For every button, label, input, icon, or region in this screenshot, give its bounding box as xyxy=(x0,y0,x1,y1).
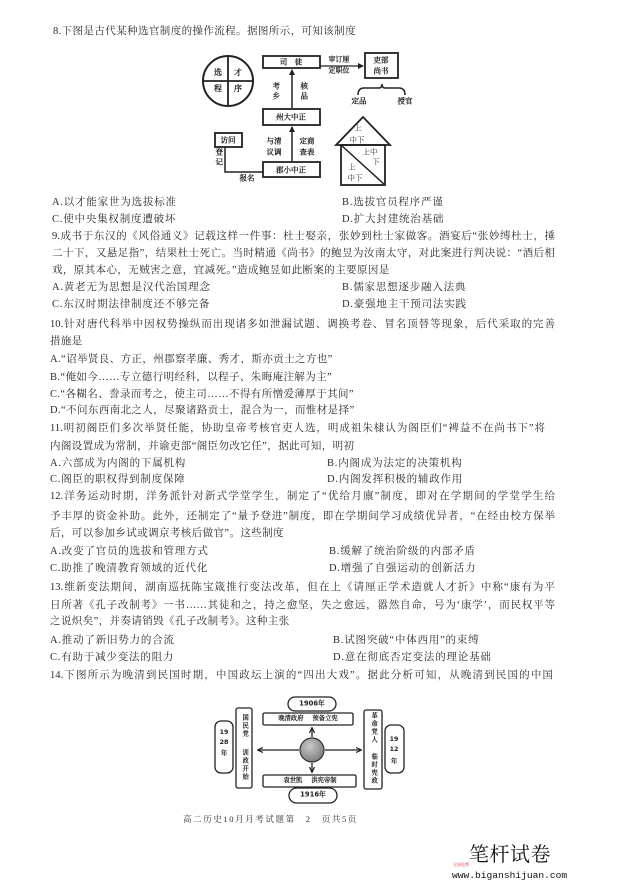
signup-label: 报名 xyxy=(239,173,255,183)
question-13-option-b: B.试图突破“中体西用”的束缚 xyxy=(333,635,480,646)
question-9-option-d: D.豪强地主干预司法实践 xyxy=(342,299,467,310)
right-year-line1: 19 xyxy=(389,735,399,743)
question-8-option-a: A.以才能家世为选拔标准 xyxy=(52,197,177,208)
top-year-label: 1906年 xyxy=(299,699,325,708)
question-10-stem-line1: 10.针对唐代科举中因权势操纵而出现诸多如泄漏试题、调换考卷、冒名顶替等现象，后代采取的完善 xyxy=(50,319,555,330)
question-8-option-c: C.使中央集权制度遭破坏 xyxy=(52,214,177,225)
grade-lower-left-bottom: 中下 xyxy=(347,173,363,183)
bottom-box-label xyxy=(283,778,336,784)
question-10-option-d: D.“不问东西南北之人，尽聚诸路贡士，混合为一，而惟材是择” xyxy=(50,405,355,416)
selection-flow-diagram xyxy=(195,45,427,195)
question-11-option-b: B.内阁成为法定的决策机构 xyxy=(327,458,463,469)
question-13-stem-line3: 之说炽矣”，并奏请销毁《孔子改制考》。这种主张 xyxy=(50,616,290,627)
circle-label-select: 选 xyxy=(214,68,222,77)
question-9-option-a: A.黄老无为思想是汉代治国理念 xyxy=(52,282,211,293)
grade-upper-right-bottom: 下 xyxy=(372,157,380,167)
question-11-option-d: D.内阁发挥积极的辅政作用 xyxy=(327,474,464,485)
question-11-stem-line1: 11.明初阁臣们多次举贤任能，协助皇帝考核官吏人选，明成祖朱棣认为阁臣们“裨益不在尚书下”将 xyxy=(50,423,545,434)
question-12-option-d: D.增强了自强运动的创新活力 xyxy=(329,563,477,574)
visit-box-label: 访问 xyxy=(220,135,236,145)
jun-box-label: 郡小中正 xyxy=(276,165,306,175)
right-mid-label-line1: 定商 xyxy=(299,136,315,146)
right-event: 临时宪政 xyxy=(370,753,378,785)
grade-upper-right-top: 上中 xyxy=(362,147,378,157)
question-14-stem-line1: 14.下图所示为晚清到民国时期，中国政坛上演的“四出大戏”。据此分析可知，从晚清到民国的中国 xyxy=(50,670,553,681)
brace-label-rank: 定品 xyxy=(351,96,367,106)
right-year-line2: 12 xyxy=(389,745,399,753)
bottom-event: 洪宪帝制 xyxy=(311,776,337,784)
grade-roof-bottom: 中下 xyxy=(349,135,365,145)
question-8-stem: 8.下图是古代某种选官制度的操作流程。据图所示，可知该制度 xyxy=(53,26,356,37)
question-13-option-a: A.推动了新旧势力的合流 xyxy=(50,635,175,646)
circle-label-process: 程 xyxy=(214,84,222,93)
question-13-stem-line1: 13.维新变法期间，湖南巡抚陈宝箴推行变法改革，但在上《请厘正学术造就人才折》中称“康有为平 xyxy=(50,582,555,593)
right-actor: 革命党人 xyxy=(370,712,378,744)
left-year-line2: 28 xyxy=(219,738,229,746)
zhou-box-label: 州大中正 xyxy=(276,112,306,122)
globe-icon xyxy=(300,738,324,762)
right-up-label: 核品 xyxy=(299,82,309,102)
question-9-option-b: B.儒家思想逐步融入法典 xyxy=(342,282,467,293)
question-11-option-c: C.阁臣的职权得到制度保障 xyxy=(50,474,186,485)
left-year-line3: 年 xyxy=(220,749,228,757)
question-10-option-b: B.“俺如今……专立德行明经科，以程子、朱晦庵注解为主” xyxy=(50,372,333,383)
brace-label-appoint: 授官 xyxy=(397,96,413,106)
question-13-stem-line2: 日所著《孔子改制考》一书……其徒和之，持之愈坚，失之愈远，嚣然自命，号为‘康学’，而民权平等 xyxy=(50,600,555,611)
left-actor: 国民党 xyxy=(241,714,249,738)
register-label: 登记 xyxy=(214,148,224,168)
question-10-option-a: A.“诏举贤良、方正，州郡察孝廉、秀才，斯亦贡士之方也” xyxy=(50,354,333,365)
left-mid-label-line1: 与清 xyxy=(266,136,282,146)
question-12-stem-line1: 12.洋务运动时期，洋务派针对新式学堂学生，制定了“优给月廪”制度，即对在学期间的学堂学生给 xyxy=(50,491,555,502)
watermark-url: www.biganshijuan.com xyxy=(452,870,568,881)
libu-label-line1: 吏部 xyxy=(373,55,389,65)
bottom-actor: 袁世凯 xyxy=(283,776,303,784)
question-9-option-c: C.东汉时期法律制度还不够完备 xyxy=(52,299,211,310)
circle-label-order: 序 xyxy=(234,84,242,93)
arrow-label-line2: 定职位 xyxy=(328,66,350,75)
top-box-label xyxy=(278,716,337,722)
grade-lower-left-top: 上 xyxy=(348,162,356,172)
grade-roof-top: 上 xyxy=(354,123,362,133)
question-8-option-b: B.选拔官员程序严谨 xyxy=(342,197,444,208)
question-12-stem-line2: 予丰厚的资金补助。此外，还制定了“量予登进”制度，即在学期间学习成绩优异者，“在经由校方保举 xyxy=(50,511,555,522)
top-event: 预备立宪 xyxy=(312,714,338,722)
left-mid-label-line2: 议调 xyxy=(266,147,282,157)
question-10-option-c: C.“各糊名、誊录而考之，使主司……不得有所憎爱薄厚于其间” xyxy=(50,389,354,400)
circle-label-talent: 才 xyxy=(234,68,242,77)
question-9-stem-line2: 二十下，又悬足指”，结果杜士死亡。当时精通《尚书》的鲍昱为汝南太守，对此案进行判决说：“酒后相 xyxy=(52,248,555,259)
question-9-stem-line1: 9.成书于东汉的《风俗通义》记载这样一件事：杜士娶亲，张妙到杜士家做客。酒宴后“张妙缚杜士，捶 xyxy=(52,231,555,242)
question-13-option-d: D.意在彻底否定变法的理论基础 xyxy=(333,652,492,663)
question-13-option-c: C.有助于减少变法的阻力 xyxy=(50,652,175,663)
question-8-option-d: D.扩大封建统治基础 xyxy=(342,214,445,225)
question-11-stem-line2: 内阁设置成为常制，并谕吏部“阁臣勿改它任”，据此可知，明初 xyxy=(50,441,355,452)
right-year-line3: 年 xyxy=(390,757,398,765)
left-up-label: 考乡 xyxy=(271,82,281,102)
bottom-year-label: 1916年 xyxy=(300,790,326,799)
question-12-stem-line3: 后，可以参加乡试或调京考核后做官”。这些制度 xyxy=(50,528,284,539)
question-12-option-a: A.改变了官员的选拔和管理方式 xyxy=(50,546,209,557)
right-mid-label-line2: 查表 xyxy=(299,147,315,157)
libu-label-line2: 尚书 xyxy=(373,66,389,76)
question-12-option-b: B.缓解了统治阶级的内部矛盾 xyxy=(329,546,476,557)
top-actor: 晚清政府 xyxy=(278,714,304,722)
left-event: 训政开始 xyxy=(241,749,249,781)
page-footer: 高二历史10月月考试题第 2 页共5页 xyxy=(183,814,358,824)
left-year-line1: 19 xyxy=(219,728,229,736)
question-12-option-c: C.助推了晚清教育领域的近代化 xyxy=(50,563,209,574)
watermark-brand: 笔杆试卷 xyxy=(469,842,551,866)
question-9-stem-line3: 戏，原其本心，无贼害之意，宜减死。”造成鲍昱如此断案的主要原因是 xyxy=(52,265,390,276)
arrow-label-line1: 审订厘 xyxy=(328,55,350,64)
watermark-tag: 全国免费 xyxy=(453,862,469,867)
question-11-option-a: A.六部成为内阁的下属机构 xyxy=(50,458,187,469)
question-10-stem-line2: 措施是 xyxy=(50,336,83,347)
situ-box-label: 司 徒 xyxy=(279,57,303,67)
